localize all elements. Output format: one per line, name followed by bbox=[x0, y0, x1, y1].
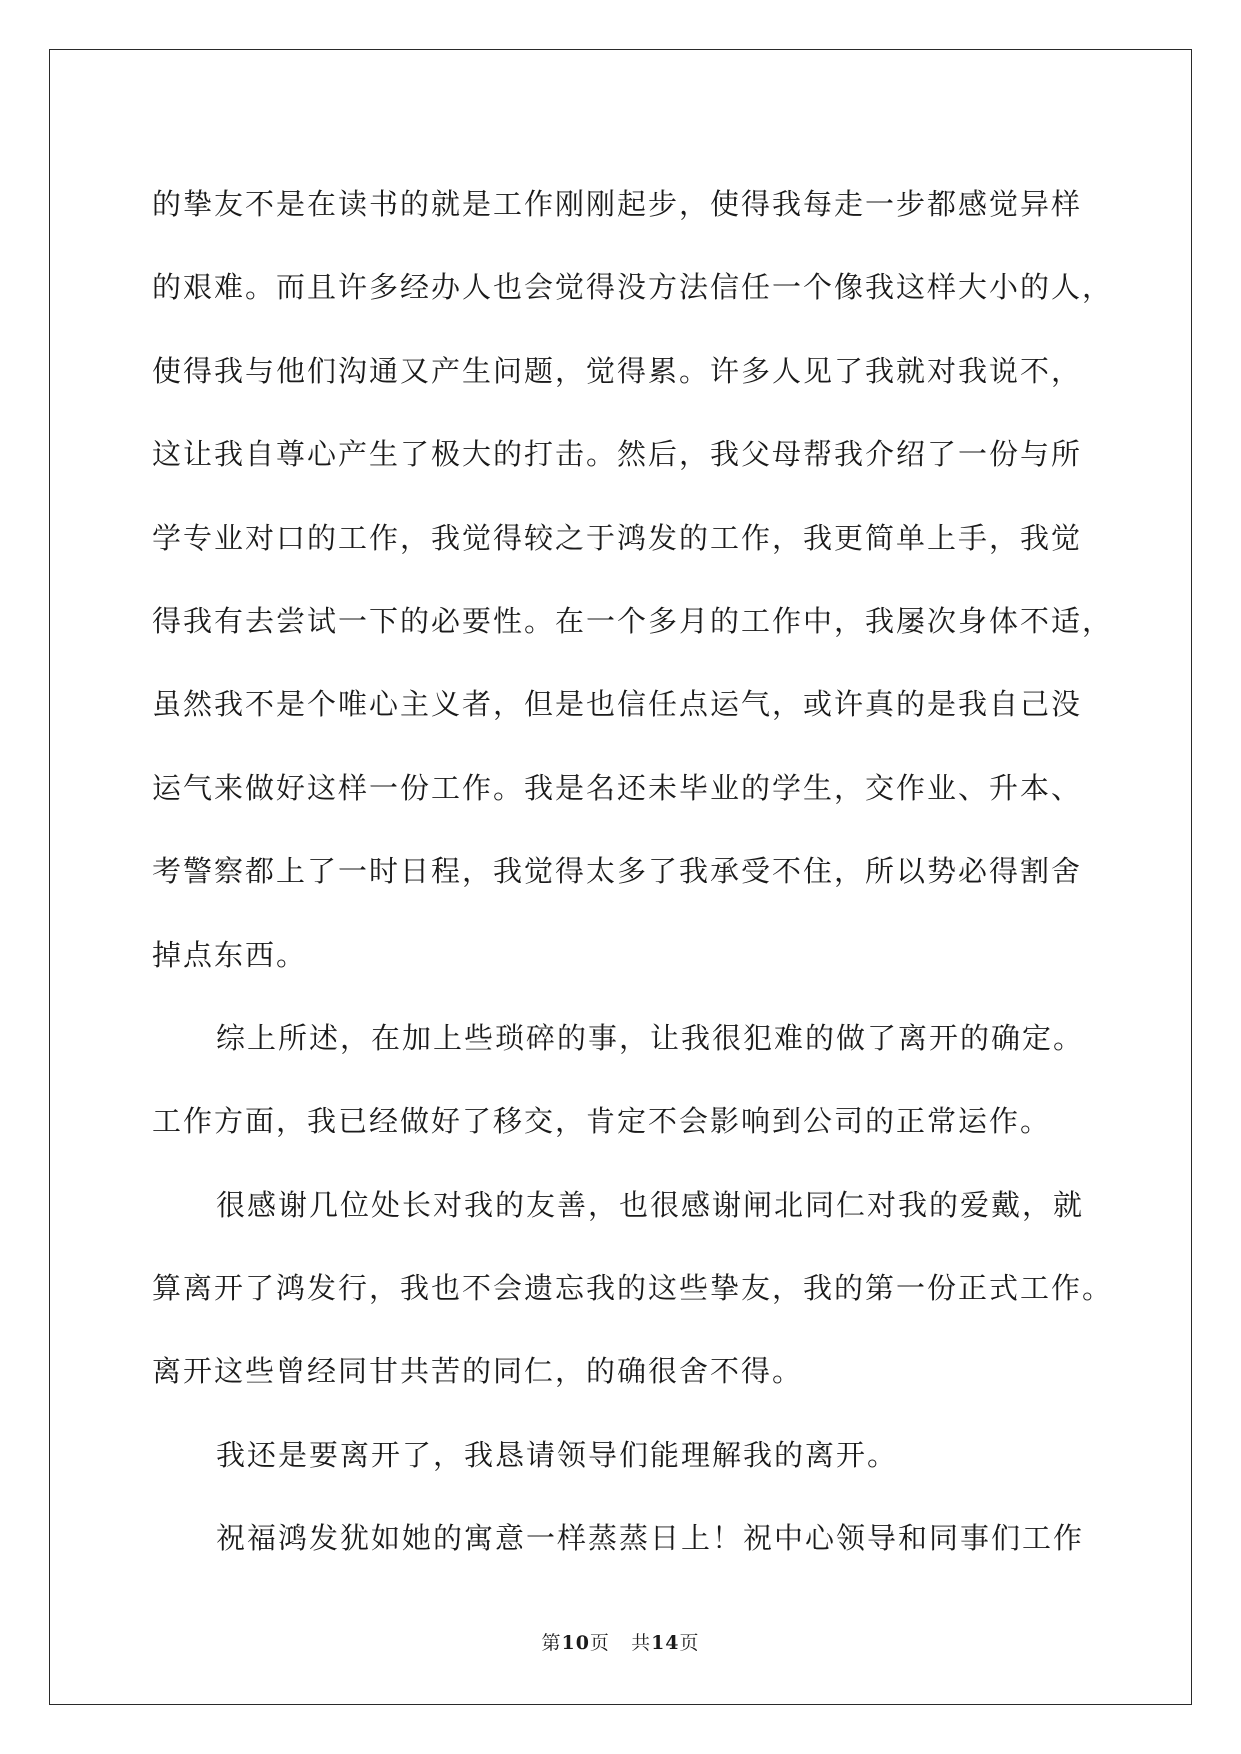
text-line-12: 工作方面，我已经做好了移交，肯定不会影响到公司的正常运作。 bbox=[152, 1104, 1052, 1139]
page-footer bbox=[0, 1628, 1241, 1655]
text-line-2: 的艰难。而且许多经办人也会觉得没方法信任一个像我这样大小的人， bbox=[152, 270, 1114, 305]
page-suffix: 页 bbox=[589, 1632, 610, 1654]
text-line-4: 这让我自尊心产生了极大的打击。然后，我父母帮我介绍了一份与所 bbox=[152, 437, 1083, 472]
text-line-14: 算离开了鸿发行，我也不会遗忘我的这些挚友，我的第一份正式工作。 bbox=[152, 1271, 1114, 1306]
paragraph-start-line: 祝福鸿发犹如她的寓意一样蒸蒸日上！祝中心领导和同事们工作 bbox=[216, 1521, 1085, 1556]
text-line-9: 考警察都上了一时日程，我觉得太多了我承受不住，所以势必得割舍 bbox=[152, 854, 1083, 889]
text-line-6: 得我有去尝试一下的必要性。在一个多月的工作中，我屡次身体不适， bbox=[152, 603, 1114, 638]
total-page-number: 14 bbox=[651, 1632, 680, 1654]
text-line-10: 掉点东西。 bbox=[152, 937, 308, 972]
text-line-7: 虽然我不是个唯心主义者，但是也信任点运气，或许真的是我自己没 bbox=[152, 687, 1083, 722]
paragraph-start-line: 很感谢几位处长对我的友善，也很感谢闸北同仁对我的爱戴，就 bbox=[216, 1187, 1085, 1222]
current-page-number: 10 bbox=[561, 1632, 590, 1654]
text-line-1: 的挚友不是在读书的就是工作刚刚起步，使得我每走一步都感觉异样 bbox=[152, 187, 1083, 221]
text-line-8: 运气来做好这样一份工作。我是名还未毕业的学生，交作业、升本、 bbox=[152, 770, 1083, 805]
paragraph-start-line: 综上所述，在加上些琐碎的事，让我很犯难的做了离开的确定。 bbox=[216, 1020, 1085, 1055]
total-suffix: 页 bbox=[679, 1632, 700, 1654]
document-body bbox=[152, 163, 1114, 1581]
text-line-3: 使得我与他们沟通又产生问题，觉得累。许多人见了我就对我说不， bbox=[152, 353, 1083, 388]
text-line-5: 学专业对口的工作，我觉得较之于鸿发的工作，我更简单上手，我觉 bbox=[152, 520, 1083, 555]
page-prefix: 第 bbox=[541, 1632, 562, 1654]
text-line-15: 离开这些曾经同甘共苦的同仁，的确很舍不得。 bbox=[152, 1354, 804, 1389]
total-prefix: 共 bbox=[631, 1632, 652, 1654]
paragraph-start-line: 我还是要离开了，我恳请领导们能理解我的离开。 bbox=[216, 1437, 899, 1472]
